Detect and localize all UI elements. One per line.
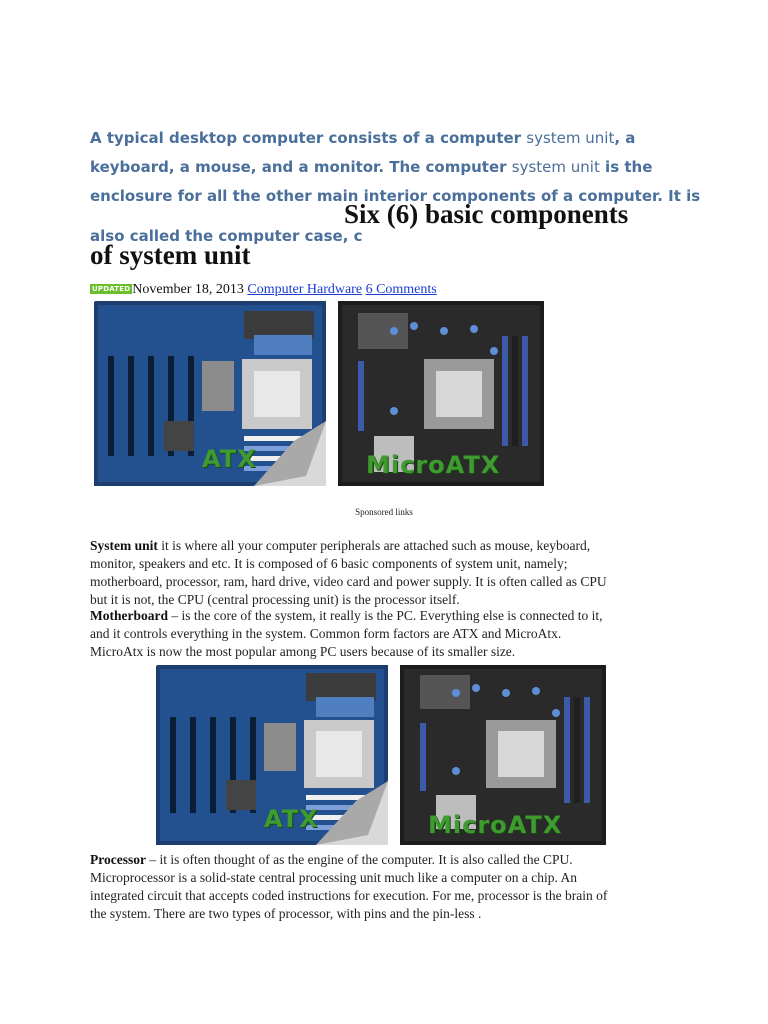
post-date: November 18, 2013	[132, 282, 244, 297]
paragraph-line: Microprocessor is a solid-state central processing unit much like a computer on a chip. An	[90, 870, 577, 885]
intro-line-1: A typical desktop computer consists of a computer system unit, a	[90, 129, 636, 147]
term-motherboard: Motherboard	[90, 608, 168, 623]
paragraph-line: but it is not, the CPU (central processing unit) is the processor itself.	[90, 592, 460, 607]
processor-paragraph	[90, 851, 680, 923]
sponsored-links-label: Sponsored links	[355, 507, 413, 517]
atx-label: ATX	[264, 805, 319, 833]
comments-link[interactable]: 6 Comments	[365, 282, 437, 297]
paragraph-line: System unit it is where all your computer peripherals are attached such as mouse, keyboard,	[90, 538, 591, 553]
motherboard-paragraph	[90, 607, 680, 661]
post-title-line-1: Six (6) basic components	[344, 199, 629, 229]
microatx-label: MicroATX	[428, 811, 563, 839]
post-meta	[90, 282, 437, 298]
microatx-label: MicroATX	[366, 451, 501, 479]
paragraph-line: Processor – it is often thought of as the engine of the computer. It is also called the CPU.	[90, 852, 573, 867]
post-title-line-2: of system unit	[90, 240, 251, 270]
paragraph-line: the system. There are two types of processor, with pins and the pin-less .	[90, 906, 482, 921]
term-system-unit: System unit	[90, 538, 158, 553]
paragraph-line: monitor, speakers and etc. It is composed of 6 basic components of system unit, namely;	[90, 556, 568, 571]
category-link[interactable]: Computer Hardware	[247, 282, 363, 297]
intro-line-3: enclosure for all the other main interior components of a computer. It is	[90, 187, 701, 205]
updated-badge: UPDATED	[92, 285, 131, 293]
motherboard-comparison-image-bottom	[156, 665, 608, 847]
term-processor: Processor	[90, 852, 146, 867]
paragraph-line: Motherboard – is the core of the system, it really is the PC. Everything else is connected to it,	[90, 608, 603, 623]
paragraph-line: motherboard, processor, ram, hard drive, video card and power supply. It is often called as CPU	[90, 574, 607, 589]
intro-line-2: keyboard, a mouse, and a monitor. The computer system unit is the	[90, 158, 653, 176]
paragraph-line: MicroAtx is now the most popular among PC users because of its smaller size.	[90, 644, 516, 659]
intro-line-4: also called the computer case, c	[90, 227, 363, 245]
atx-label: ATX	[202, 445, 257, 473]
paragraph-line: and it controls everything in the system. Common form factors are ATX and MicroAtx.	[90, 626, 562, 641]
intro-paragraph	[90, 124, 701, 251]
motherboard-comparison-image-top	[94, 301, 546, 491]
paragraph-line: integrated circuit that accepts coded instructions for execution. For me, processor is the brain of	[90, 888, 608, 903]
system-unit-paragraph	[90, 537, 680, 609]
